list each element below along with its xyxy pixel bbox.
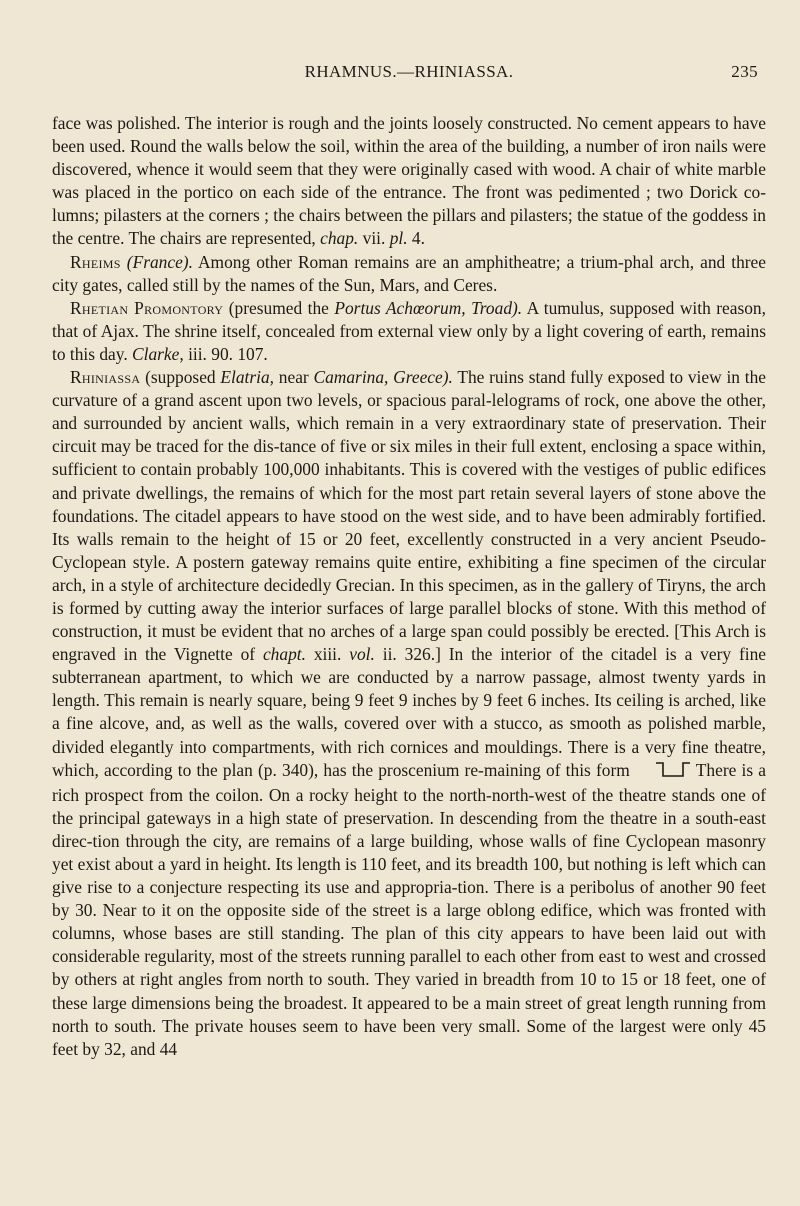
entry-text: The ruins stand fully exposed to view in the curvature of a grand ascent upon two levels, or spacious paral-lelograms of rock, one above the other, and surrounded by ancient walls, which remain in a very extraordinary state of preservation. Their circuit may be traced for the dis-tance of five or six miles in their full extent, enclosing a space within, sufficient to contain probably 100,000 inhabitants. This is covered with the vestiges of public edifices and private dwellings, the remains of which for the most part retain several layers of stone above the foundations. The citadel appears to have stood on the west side, and to have been admirably fortified. Its walls remain to the height of 15 or 20 feet, excellently constructed in a very ancient Pseudo-Cyclopean style. A postern gateway remains quite entire, exhibiting a fine specimen of the circular arch, in a style of architecture decidedly Grecian. In this specimen, as in the gallery of Tiryns, the arch is formed by cutting away the interior surfaces of large parallel blocks of stone. With this method of construction, it must be evident that no arches of a large span could possibly be erected. [This Arch is engraved in the Vignette of (52, 367, 766, 665)
citation-italic: vol. (349, 644, 375, 665)
entry-headword: Rhiniassa (70, 367, 141, 388)
entry-headword: Rheims (70, 251, 121, 272)
entry-headword: Rhetian Promontory (70, 297, 224, 318)
citation-italic: chap. (320, 228, 359, 249)
citation-text: vii. (358, 228, 390, 249)
entry-location: Elatria, (220, 367, 275, 388)
proscenium-plan-figure (636, 761, 692, 784)
body-text (52, 112, 766, 1061)
entry-text: There is a rich prospect from the coilon. On a rocky height to the north-north-west of the theatre stands one of the principal gateways in a high state of preservation. In descending from the theatre in a south-east direc-tion through the city, are remains of a large building, whose walls of fine Cyclopean masonry yet exist about a yard in height. Its length is 110 feet, and its breadth 100, but nothing is left which can give rise to a conjecture respecting its use and appropria-tion. There is a peribolus of another 90 feet by 30. Near to it on the opposite side of the street is a large oblong edifice, which was fronted with columns, whose bases are still standing. The plan of this city appears to have been laid out with considerable regularity, most of the streets running parallel to each other from east to west and crossed by others at right angles from north to south. They varied in breadth from 10 to 15 or 18 feet, one of these large dimensions being the broadest. It appeared to be a main street of great length running from north to south. The private houses seem to have been very small. Some of the largest were only 45 feet by 32, and 44 (52, 759, 767, 1059)
citation-text: xiii. (305, 644, 350, 665)
entry-location: Camarina, Greece). (313, 367, 453, 388)
paragraph-continuation (52, 112, 766, 251)
citation-italic: Clarke, (132, 343, 184, 364)
entry-location: Portus Achœorum, Troad). (334, 297, 523, 318)
entry-rheims (52, 251, 766, 297)
book-page (0, 62, 800, 1206)
page-number: 235 (731, 62, 758, 81)
entry-rhiniassa (52, 366, 766, 1061)
paragraph-text: face was polished. The interior is rough and the joints loosely constructed. No cement appears to have been used. Round the walls below the soil, within the area of the building, a number of iron nails were discovered, whence it would seem that they were originally cased with wood. A chair of white marble was placed in the portico on each side of the entrance. The front was pedimented ; two Dorick co-lumns; pilasters at the corners ; the chairs between the pillars and pilasters; the statue of the goddess in the centre. The chairs are represented, (52, 113, 766, 249)
entry-text: ii. 326.] In the interior of the citadel is a very fine subterranean apartment, to which we are conducted by a narrow passage, almost twenty yards in length. This remain is nearly square, being 9 feet 9 inches by 9 feet 6 inches. Its ceiling is arched, like a fine alcove, and, as well as the walls, covered over with a stucco, as smooth as polished marble, divided elegantly into compartments, with rich cornices and mouldings. There is a very fine theatre, which, according to the plan (p. 340), has the proscenium re-maining of this form (52, 644, 767, 780)
entry-location: (France). (126, 251, 193, 272)
entry-rhetian-promontory (52, 297, 766, 366)
running-title: RHAMNUS.—RHINIASSA. (304, 62, 514, 81)
entry-text: A tumulus, supposed with reason, that of Ajax. The shrine itself, concealed from external view only by a light covering of earth, remains to this day. (52, 297, 766, 364)
entry-text: (presumed the (223, 297, 335, 318)
entry-text: Among other Roman remains are an amphitheatre; a trium-phal arch, and three city gates, called still by the names of the Sun, Mars, and Ceres. (52, 251, 766, 295)
citation-italic: pl. (389, 228, 408, 249)
citation-text: 4. (407, 228, 425, 249)
running-head (52, 62, 766, 88)
citation-text: iii. 90. 107. (183, 343, 268, 364)
entry-text: near (274, 367, 314, 388)
citation-italic: chapt. (262, 644, 306, 665)
entry-text: (supposed (140, 367, 221, 388)
